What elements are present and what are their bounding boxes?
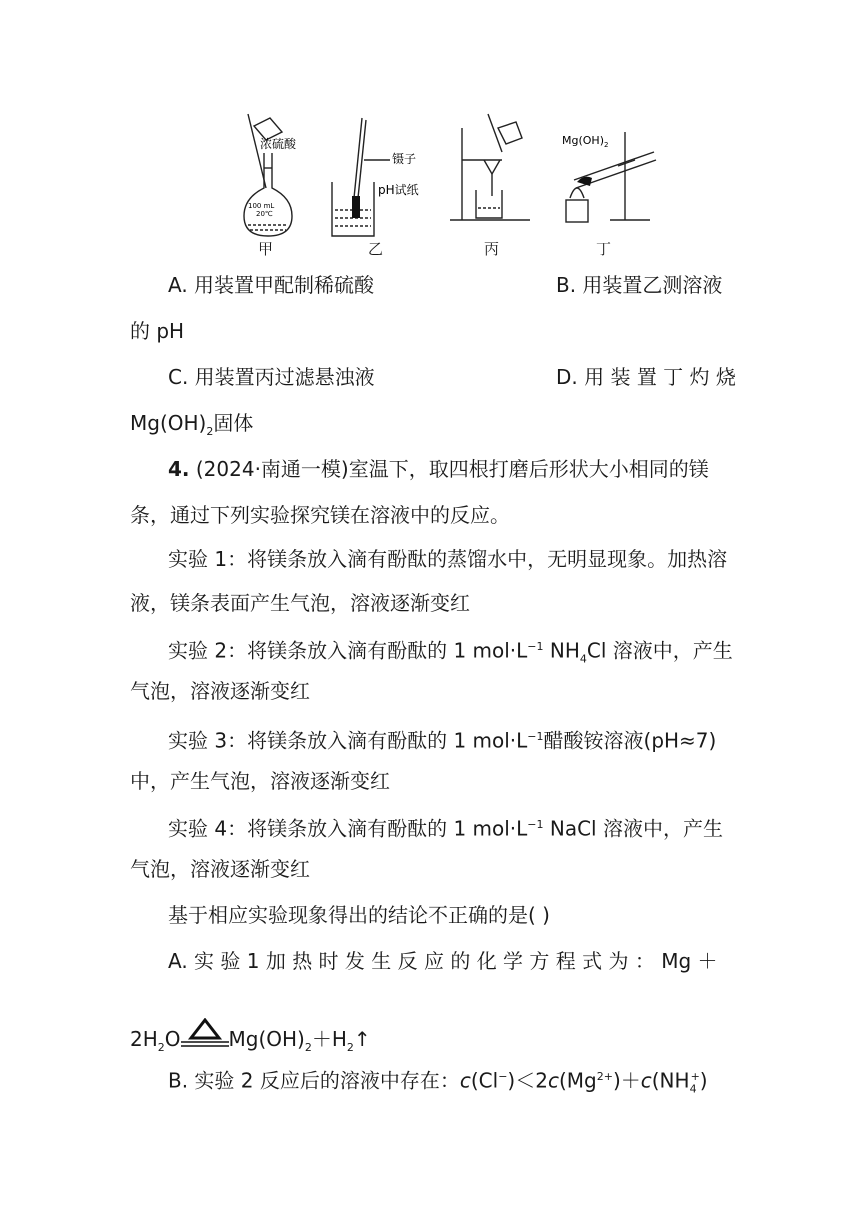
label-flask-volume: 100 mL (248, 202, 275, 210)
q3-option-d: D. 用 装 置 丁 灼 烧 (556, 365, 736, 389)
apparatus-figure (240, 108, 670, 258)
label-mgoh2: $Mg(OH)_2$ (562, 134, 609, 149)
q3-option-c: C. 用装置丙过滤悬浊液 (168, 365, 375, 389)
q4-option-a-line1: A. 实 验 1 加 热 时 发 生 反 应 的 化 学 方 程 式 为 ： Mg ＋ (168, 949, 718, 973)
q4-exp3-line1: 实验 3：将镁条放入滴有酚酞的 1 $mol\cdot L^{-1}$醋酸铵溶液(pH≈7) (168, 728, 717, 753)
q4-exp4-line1: 实验 4：将镁条放入滴有酚酞的 1 $mol\cdot L^{-1}$ NaCl 溶液中，产生 (168, 816, 723, 841)
q4-exp1-line1: 实验 1：将镁条放入滴有酚酞的蒸馏水中，无明显现象。加热溶 (168, 547, 728, 571)
q4-exp4-line2: 气泡，溶液逐渐变红 (130, 857, 310, 881)
label-flask-temp: 20℃ (256, 210, 273, 218)
label-ph-paper: pH试纸 (378, 183, 419, 197)
q3-option-d-cont: $Mg(OH)_2$固体 (130, 411, 254, 438)
caption-jia: 甲 (258, 240, 274, 258)
q4-stem-line1: 4. (2024·南通一模)室温下，取四根打磨后形状大小相同的镁 (168, 457, 709, 481)
q3-option-a: A. 用装置甲配制稀硫酸 (168, 273, 375, 297)
q4-question: 基于相应实验现象得出的结论不正确的是( ) (168, 903, 550, 927)
label-nongliusuan: 浓硫酸 (260, 137, 297, 151)
apparatus-drawing (240, 108, 670, 258)
apparatus-yi (332, 118, 390, 236)
label-niezi: 镊子 (392, 152, 417, 166)
caption-ding: 丁 (596, 240, 612, 258)
caption-yi: 乙 (368, 240, 384, 258)
q3-option-b-cont: 的 pH (130, 319, 185, 343)
q4-exp1-line2: 液，镁条表面产生气泡，溶液逐渐变红 (130, 591, 470, 615)
delta-heat-icon (181, 1018, 229, 1052)
q4-exp2-line1: 实验 2：将镁条放入滴有酚酞的 1 $mol\cdot L^{-1}$ $NH_4Cl$ 溶液中，产生 (168, 638, 733, 666)
q4-option-a-line2: $2H_2O$ $Mg(OH)_2+H_2↑$ (130, 1018, 371, 1061)
q4-exp2-line2: 气泡，溶液逐渐变红 (130, 679, 310, 703)
question-number: 4. (168, 457, 190, 481)
q4-exp3-line2: 中，产生气泡，溶液逐渐变红 (130, 769, 390, 793)
q4-option-b: B. 实验 2 反应后的溶液中存在：$c(Cl^-)<2c(Mg^{2+})+c(NH_4^+)$ (168, 1068, 708, 1096)
caption-bing: 丙 (484, 240, 500, 258)
q3-option-b: B. 用装置乙测溶液 (556, 273, 723, 297)
apparatus-bing (450, 114, 530, 220)
q4-stem-line2: 条，通过下列实验探究镁在溶液中的反应。 (130, 503, 510, 527)
